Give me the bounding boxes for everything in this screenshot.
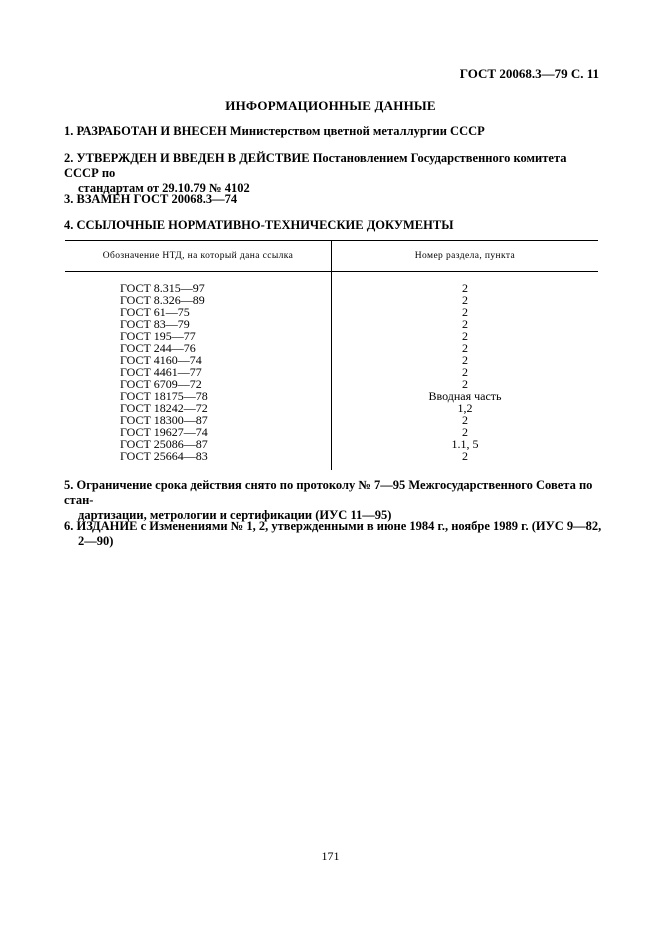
item-lead: РАЗРАБОТАН И ВНЕСЕН	[76, 124, 227, 138]
item-lead: ССЫЛОЧНЫЕ НОРМАТИВНО-ТЕХНИЧЕСКИЕ ДОКУМЕНТЫ	[76, 218, 454, 232]
document-designation-cell: ГОСТ 83—79	[65, 318, 332, 330]
info-item-6	[64, 519, 604, 549]
table-header-row	[65, 241, 598, 272]
item-number: 1.	[64, 124, 74, 138]
item-lead: Ограничение срока действия снято по протоколу № 7—95 Межгосударственного Совета по стан-	[64, 478, 593, 507]
item-number: 6.	[64, 519, 74, 533]
document-designation-cell: ГОСТ 244—76	[65, 342, 332, 354]
document-designation-cell: ГОСТ 195—77	[65, 330, 332, 342]
table-row	[65, 450, 598, 462]
reference-documents-table-wrap	[65, 240, 598, 470]
item-number: 3.	[64, 192, 74, 206]
section-number-cell: 2	[462, 317, 468, 331]
column-header-section: Номер раздела, пункта	[332, 241, 599, 272]
document-designation-cell: ГОСТ 18242—72	[65, 402, 332, 414]
item-text-continuation: дартизации, метрологии и сертификации (ИУС 11—95)	[78, 508, 392, 522]
item-lead: ВЗАМЕН ГОСТ 20068.3—74	[76, 192, 238, 206]
section-number-cell: 2	[462, 293, 468, 307]
document-designation-cell: ГОСТ 18175—78	[65, 390, 332, 402]
document-designation-cell: ГОСТ 19627—74	[65, 426, 332, 438]
table-body	[65, 272, 598, 471]
item-lead: ИЗДАНИЕ с Изменениями № 1, 2, утвержденными в июне 1984 г., ноябре 1989 г. (ИУС 9—82,	[76, 519, 602, 533]
section-number-cell: 2	[462, 425, 468, 439]
info-item-3	[64, 192, 604, 207]
section-number-cell: 1,2	[457, 401, 473, 415]
item-number: 2.	[64, 151, 74, 165]
section-number-cell: 2	[462, 281, 468, 295]
item-number: 4.	[64, 218, 74, 232]
section-number-cell: 1.1, 5	[451, 437, 479, 451]
document-designation-cell: ГОСТ 18300—87	[65, 414, 332, 426]
table-bottom-spacer-row	[65, 462, 598, 470]
section-number-cell: 2	[462, 329, 468, 343]
section-number-cell: 2	[462, 365, 468, 379]
info-item-4	[64, 218, 604, 233]
document-designation-cell: ГОСТ 25664—83	[65, 450, 332, 462]
item-lead: УТВЕРЖДЕН И ВВЕДЕН В ДЕЙСТВИЕ	[76, 151, 310, 165]
info-item-2	[64, 151, 604, 196]
section-title: ИНФОРМАЦИОННЫЕ ДАННЫЕ	[225, 98, 436, 113]
section-number-cell: 2	[462, 341, 468, 355]
running-header: ГОСТ 20068.3—79 С. 11	[459, 66, 599, 81]
section-number-cell: 2	[462, 449, 468, 463]
item-text-continuation: стандартам от 29.10.79 № 4102	[78, 181, 250, 195]
item-text: Постановлением Государственного комитета СССР по	[64, 151, 567, 180]
reference-documents-table	[65, 240, 598, 470]
item-text: Министерством цветной металлургии СССР	[229, 124, 485, 138]
info-item-5	[64, 478, 604, 523]
info-item-1	[64, 124, 604, 139]
item-number: 5.	[64, 478, 74, 492]
section-number-cell: Вводная часть	[428, 389, 502, 403]
document-designation-cell: ГОСТ 8.315—97	[65, 282, 332, 294]
section-number-cell: 2	[462, 353, 468, 367]
document-designation-cell: ГОСТ 8.326—89	[65, 294, 332, 306]
item-text-continuation: 2—90)	[78, 534, 114, 548]
section-number-cell: 2	[462, 377, 468, 391]
column-header-document: Обозначение НТД, на который дана ссылка	[65, 241, 332, 272]
document-designation-cell: ГОСТ 4160—74	[65, 354, 332, 366]
document-designation-cell: ГОСТ 25086—87	[65, 438, 332, 450]
document-designation-cell: ГОСТ 6709—72	[65, 378, 332, 390]
document-designation-cell: ГОСТ 61—75	[65, 306, 332, 318]
section-number-cell: 2	[462, 305, 468, 319]
document-designation-cell: ГОСТ 4461—77	[65, 366, 332, 378]
page-number: 171	[321, 849, 340, 863]
section-number-cell: 2	[462, 413, 468, 427]
